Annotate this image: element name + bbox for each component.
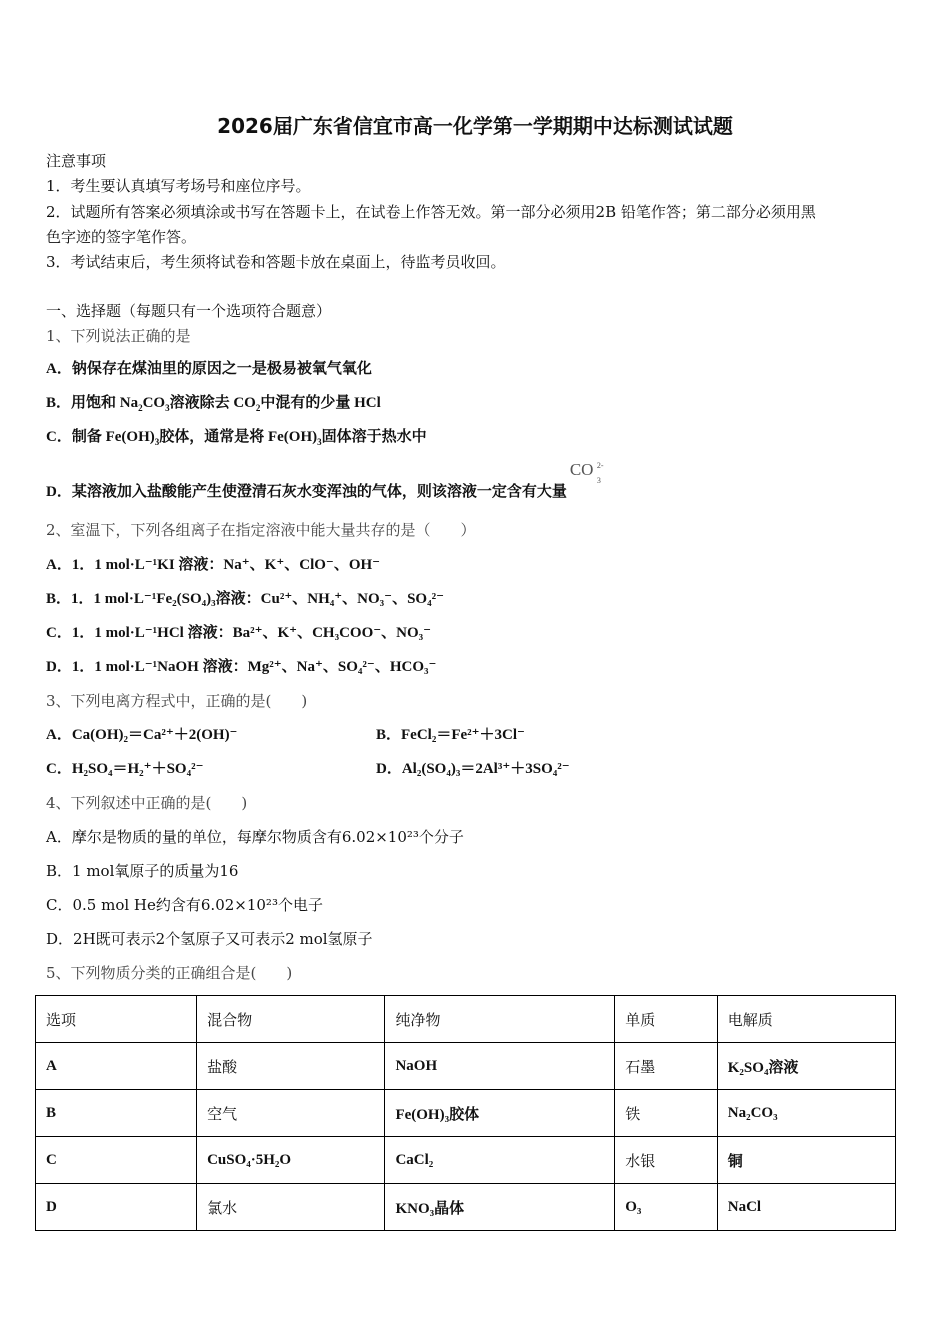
table-cell: 水银 bbox=[615, 1137, 718, 1184]
q4-option-c: C．0.5 mol He约含有6.02×10²³个电子 bbox=[46, 896, 323, 914]
q4-option-a: A．摩尔是物质的量的单位，每摩尔物质含有6.02×10²³个分子 bbox=[46, 828, 464, 846]
classification-table bbox=[35, 995, 896, 1231]
q1-option-b bbox=[46, 393, 381, 413]
notice-item-1: 1．考生要认真填写考场号和座位序号。 bbox=[46, 177, 311, 195]
q1-option-a-text: A．钠保存在煤油里的原因之一是极易被氧气氧化 bbox=[46, 361, 372, 377]
table-cell: 盐酸 bbox=[197, 1043, 385, 1090]
q1-option-d-text: D．某溶液加入盐酸能产生使澄清石灰水变浑浊的气体，则该溶液一定含有大量 bbox=[46, 484, 567, 500]
table-row bbox=[36, 1137, 896, 1184]
notice-item-2-cont: 色字迹的签字笔作答。 bbox=[46, 228, 197, 246]
q4-option-d: D．2H既可表示2个氢原子又可表示2 mol氢原子 bbox=[46, 930, 373, 948]
q1-stem: 1、下列说法正确的是 bbox=[46, 327, 191, 345]
table-cell: Na₂CO₃ bbox=[717, 1090, 895, 1137]
table-header-cell: 电解质 bbox=[717, 996, 895, 1043]
q3-option-b: B．FeCl₂＝Fe²⁺＋3Cl⁻ bbox=[376, 727, 525, 743]
table-cell: 铁 bbox=[615, 1090, 718, 1137]
table-cell: D bbox=[36, 1184, 197, 1231]
q1-option-c bbox=[46, 427, 427, 447]
q5-stem: 5、下列物质分类的正确组合是( ) bbox=[46, 964, 293, 982]
table-cell: CaCl₂ bbox=[385, 1137, 615, 1184]
table-cell: 石墨 bbox=[615, 1043, 718, 1090]
table-row bbox=[36, 1184, 896, 1231]
table-cell: Fe(OH)₃胶体 bbox=[385, 1090, 615, 1137]
table-cell: 铜 bbox=[717, 1137, 895, 1184]
q1-option-d bbox=[46, 460, 607, 502]
q2-stem: 2、室温下，下列各组离子在指定溶液中能大量共存的是（ ） bbox=[46, 521, 476, 539]
carbonate-ion-formula: CO 2- 3 bbox=[569, 460, 604, 485]
table-header-row bbox=[36, 996, 896, 1043]
q4-stem: 4、下列叙述中正确的是( ) bbox=[46, 794, 248, 812]
q2-option-a: A．1．1 mol·L⁻¹KI 溶液：Na⁺、K⁺、ClO⁻、OH⁻ bbox=[46, 557, 381, 573]
table-cell: C bbox=[36, 1137, 197, 1184]
q1-option-c-text: C．制备 $Fe(OH)_3$胶体，通常是将 $Fe(OH)_3$固体溶于热水中 bbox=[46, 429, 427, 447]
table-cell: NaCl bbox=[717, 1184, 895, 1231]
q3-stem: 3、下列电离方程式中，正确的是( ) bbox=[46, 692, 308, 710]
page-title: 2026届广东省信宜市高一化学第一学期期中达标测试试题 bbox=[217, 114, 733, 138]
q4-option-b: B．1 mol氧原子的质量为16 bbox=[46, 862, 239, 880]
table-cell: B bbox=[36, 1090, 197, 1137]
q1-option-b-text: B．用饱和 $Na_2CO_3$溶液除去 $CO_2$中混有的少量 HCl bbox=[46, 395, 381, 413]
q3-option-c: C．H₂SO₄＝H₂⁺＋SO₄²⁻ bbox=[46, 761, 204, 777]
table-header-cell: 混合物 bbox=[197, 996, 385, 1043]
table-cell: 氯水 bbox=[197, 1184, 385, 1231]
table-row bbox=[36, 1090, 896, 1137]
table-cell: 空气 bbox=[197, 1090, 385, 1137]
table-header-cell: 单质 bbox=[615, 996, 718, 1043]
table-cell: NaOH bbox=[385, 1043, 615, 1090]
notice-item-2: 2．试题所有答案必须填涂或书写在答题卡上，在试卷上作答无效。第一部分必须用2B 铅笔作答；第二部分必须用黑 bbox=[46, 203, 816, 221]
notice-item-3: 3．考试结束后，考生须将试卷和答题卡放在桌面上，待监考员收回。 bbox=[46, 253, 506, 271]
table-header-cell: 纯净物 bbox=[385, 996, 615, 1043]
table-row bbox=[36, 1043, 896, 1090]
table-cell: K₂SO₄溶液 bbox=[717, 1043, 895, 1090]
q3-option-a: A．Ca(OH)₂＝Ca²⁺＋2(OH)⁻ bbox=[46, 727, 238, 743]
table-header-cell: 选项 bbox=[36, 996, 197, 1043]
table-cell: O₃ bbox=[615, 1184, 718, 1231]
table-cell: KNO₃晶体 bbox=[385, 1184, 615, 1231]
notice-heading: 注意事项 bbox=[46, 152, 107, 170]
q2-option-c: C．1．1 mol·L⁻¹HCl 溶液：Ba²⁺、K⁺、CH₃COO⁻、NO₃⁻ bbox=[46, 625, 432, 641]
section-heading: 一、选择题（每题只有一个选项符合题意） bbox=[46, 302, 332, 320]
table-cell: CuSO₄·5H₂O bbox=[197, 1137, 385, 1184]
q3-option-d: D．Al₂(SO₄)₃＝2Al³⁺＋3SO₄²⁻ bbox=[376, 761, 570, 777]
q2-option-b: B．1．1 mol·L⁻¹Fe₂(SO₄)₃溶液：Cu²⁺、NH₄⁺、NO₃⁻、SO₄²⁻ bbox=[46, 591, 444, 607]
table-cell: A bbox=[36, 1043, 197, 1090]
q1-option-a bbox=[46, 359, 372, 379]
q2-option-d: D．1．1 mol·L⁻¹NaOH 溶液：Mg²⁺、Na⁺、SO₄²⁻、HCO₃⁻ bbox=[46, 659, 437, 675]
